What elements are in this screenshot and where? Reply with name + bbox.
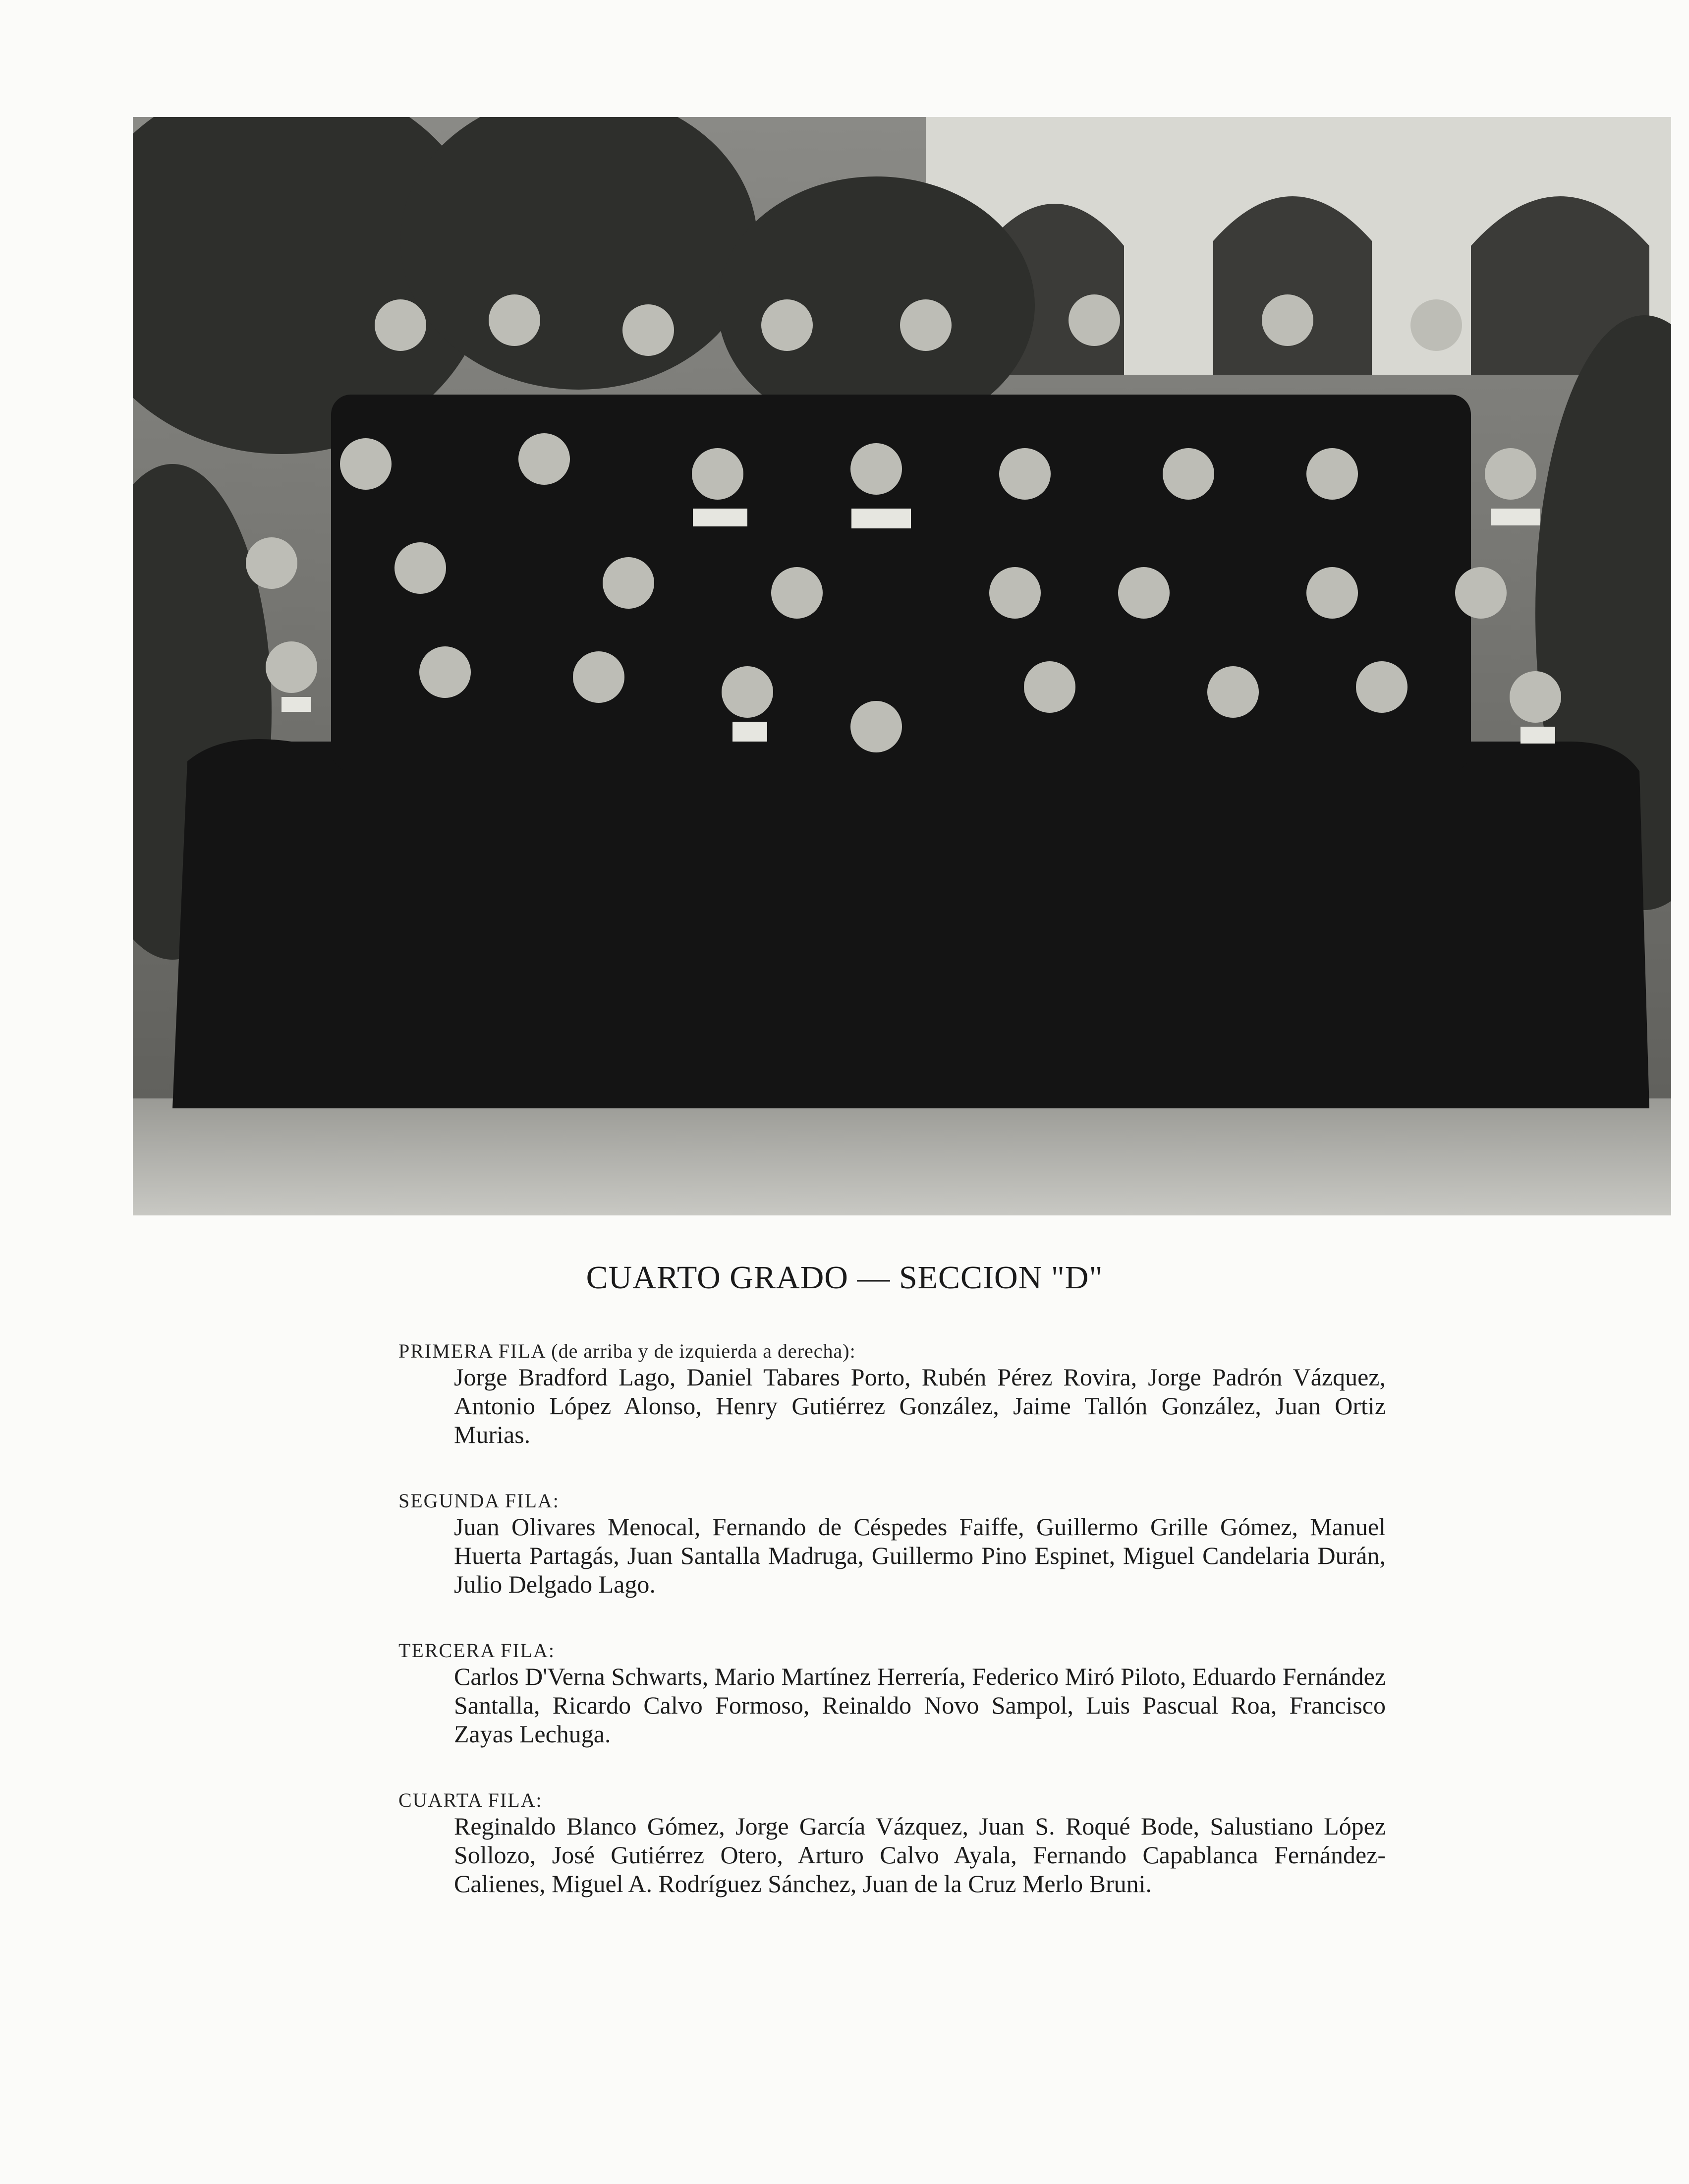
row-names: Juan Olivares Menocal, Fernando de Céspedes Faiffe, Guillermo Grille Gómez, Manuel Huerta Partagás, Juan Santalla Madruga, Guillermo Pino Espinet, Miguel Candelaria Durán, Julio Delgado Lago.: [454, 1513, 1386, 1598]
class-photograph: [133, 117, 1671, 1215]
row-label: TERCERA FILA:: [398, 1639, 556, 1662]
row-segunda: [398, 1489, 1390, 1599]
row-heading: [398, 1339, 1390, 1363]
photo-rendering: [133, 117, 1671, 1215]
row-cuarta: [398, 1788, 1390, 1898]
row-primera: [398, 1339, 1390, 1449]
row-label: PRIMERA FILA: [398, 1340, 546, 1362]
caption-title: CUARTO GRADO — SECCION "D": [586, 1260, 1103, 1296]
row-label: CUARTA FILA:: [398, 1789, 543, 1811]
row-names: Reginaldo Blanco Gómez, Jorge García Vázquez, Juan S. Roqué Bode, Salustiano López Sollozo, José Gutiérrez Otero, Arturo Calvo Ayala, Fernando Capablanca Fernández-Calienes, Miguel A. Rodríguez Sánchez, Juan de la Cruz Merlo Bruni.: [454, 1812, 1386, 1897]
row-heading: [398, 1489, 1390, 1512]
row-names: Jorge Bradford Lago, Daniel Tabares Porto, Rubén Pérez Rovira, Jorge Padrón Vázquez, Antonio López Alonso, Henry Gutiérrez González, Jaime Tallón González, Juan Ortiz Murias.: [454, 1363, 1386, 1448]
row-label: SEGUNDA FILA:: [398, 1490, 560, 1512]
row-names: Carlos D'Verna Schwarts, Mario Martínez Herrería, Federico Miró Piloto, Eduardo Fernández Santalla, Ricardo Calvo Formoso, Reinaldo Novo Sampol, Luis Pascual Roa, Francisco Zayas Lechuga.: [454, 1663, 1386, 1748]
row-tercera: [398, 1639, 1390, 1748]
students-group: [172, 395, 1649, 1108]
row-note: (de arriba y de izquierda a derecha):: [551, 1340, 856, 1362]
row-heading: [398, 1639, 1390, 1662]
row-heading: [398, 1788, 1390, 1812]
